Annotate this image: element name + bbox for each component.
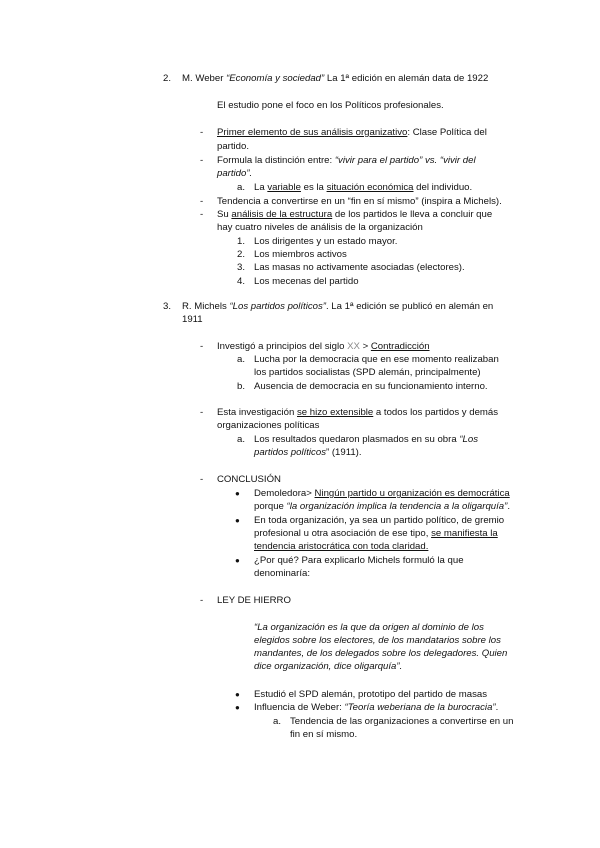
distinction-text: Formula la distinción entre:	[217, 155, 335, 166]
michels-extension	[217, 406, 498, 419]
weber-book-title: “Economía y sociedad”	[226, 73, 325, 84]
quote-line: “La organización es la que da origen al dominio de los	[254, 622, 484, 633]
weber-number: 2.	[163, 73, 172, 84]
work-title-end: partidos políticos	[254, 447, 326, 458]
bullet: ●	[235, 703, 240, 712]
dash: -	[200, 407, 204, 418]
century: XX	[347, 341, 360, 352]
variable-word: variable	[267, 182, 301, 193]
marker: b.	[237, 381, 246, 392]
conclusion-why: ¿Por qué? Para explicarlo Michels formuló la que	[254, 555, 464, 566]
weber-variable	[254, 181, 472, 194]
weber-first-element	[217, 126, 487, 139]
conclusion-heading: CONCLUSIÓN	[217, 474, 281, 485]
michels-author: R. Michels	[182, 301, 230, 312]
t: a todos los partidos y demás	[373, 407, 499, 418]
marker: a.	[273, 716, 282, 727]
t: Su	[217, 209, 232, 220]
spd-study: Estudió el SPD alemán, prototipo del partido de masas	[254, 689, 488, 700]
conclusion-every-org-cont2: tendencia aristocrática con toda claridad.	[254, 541, 429, 552]
t: Demoledora>	[254, 488, 315, 499]
oligarchy-quote: “la organización implica la tendencia a la oligarquía”	[286, 501, 508, 512]
marker: a.	[237, 354, 246, 365]
level-item: Los miembros activos	[254, 249, 347, 260]
weber-structure-cont: hay cuatro niveles de análisis de la organización	[217, 222, 423, 233]
conclusion-every-org-cont	[254, 527, 498, 540]
level-item: Las masas no activamente asociadas (electores).	[254, 262, 465, 273]
conclusion-every-org: En toda organización, ya sea un partido político, de gremio	[254, 515, 505, 526]
bureaucracy-theory: “Teoría weberiana de la burocracia”	[344, 702, 496, 713]
t: profesional u otra asociación de ese tipo,	[254, 528, 432, 539]
weber-intro: El estudio pone el foco en los Políticos profesionales.	[217, 100, 444, 111]
weber-distinction-cont: partido”.	[217, 168, 253, 179]
weber-tendency: Tendencia a convertirse en un “fin en sí mismo” (inspira a Michels).	[217, 196, 502, 207]
t: ” (1911).	[326, 447, 362, 458]
t: porque	[254, 501, 287, 512]
contradiction: Contradicción	[370, 341, 430, 352]
t: .	[507, 501, 511, 512]
level-marker: 1.	[237, 236, 246, 247]
quote-line: elegidos sobre los electores, de los mandatarios sobre los	[254, 635, 501, 646]
michels-investigation	[217, 340, 430, 353]
quote-line: mandantes, de los delegados sobre los delegadores. Quien	[254, 648, 508, 659]
weber-author: M. Weber	[182, 73, 227, 84]
structure-analysis: análisis de la estructura	[231, 209, 333, 220]
first-element-underlined: Primer elemento de sus análisis organizativo	[217, 127, 408, 138]
conclusion-why-cont: denominaría:	[254, 568, 310, 579]
marker: a.	[237, 434, 246, 445]
org-tendency-cont: fin en sí mismo.	[290, 729, 358, 740]
iron-law-heading: LEY DE HIERRO	[217, 595, 291, 606]
first-element-rest: : Clase Política del	[407, 127, 487, 138]
level-marker: 3.	[237, 262, 246, 273]
weber-heading	[182, 72, 488, 85]
marker: a.	[237, 182, 246, 193]
bullet: ●	[235, 690, 240, 699]
weber-first-element-cont: partido.	[217, 141, 249, 152]
level-marker: 2.	[237, 249, 246, 260]
weber-distinction	[217, 154, 476, 167]
work-title-start: “Los	[459, 434, 479, 445]
bullet: ●	[235, 516, 240, 525]
quote-line: dice organización, dice oligarquía”.	[254, 661, 403, 672]
dash: -	[200, 155, 204, 166]
michels-heading-cont: 1911	[182, 314, 203, 325]
manifests: se manifiesta la	[431, 528, 498, 539]
distinction-quote: “vivir para el partido” vs. “vivir del	[334, 155, 476, 166]
no-party-democratic: Ningún partido u organización es democrática	[314, 488, 510, 499]
t: de los partidos le lleva a concluir que	[332, 209, 493, 220]
bullet: ●	[235, 489, 240, 498]
level-marker: 4.	[237, 276, 246, 287]
michels-results-cont	[254, 446, 362, 459]
michels-number: 3.	[163, 301, 172, 312]
dash: -	[200, 474, 204, 485]
t: Los resultados quedaron plasmados en su obra	[254, 434, 460, 445]
t: >	[359, 341, 371, 352]
michels-results	[254, 433, 478, 446]
michels-struggle: Lucha por la democracia que en ese momento realizaban	[254, 354, 499, 365]
bullet: ●	[235, 556, 240, 565]
weber-structure	[217, 208, 492, 221]
t: La	[254, 182, 268, 193]
t: del individuo.	[413, 182, 473, 193]
dash: -	[200, 209, 204, 220]
weber-edition: La 1ª edición en alemán data de 1922	[324, 73, 489, 84]
michels-heading	[182, 300, 493, 313]
conclusion-demolishing-cont	[254, 500, 510, 513]
t: Esta investigación	[217, 407, 297, 418]
extended: se hizo extensible	[297, 407, 374, 418]
org-tendency: Tendencia de las organizaciones a convertirse en un	[290, 716, 514, 727]
michels-book-title: “Los partidos políticos”	[229, 301, 326, 312]
economic-situation: situación económica	[326, 182, 414, 193]
conclusion-demolishing	[254, 487, 510, 500]
weber-influence	[254, 701, 498, 714]
michels-struggle-cont: los partidos socialistas (SPD alemán, principalmente)	[254, 367, 481, 378]
t: es la	[300, 182, 327, 193]
dash: -	[200, 196, 204, 207]
t: .	[495, 702, 499, 713]
t: Investigó a principios del siglo	[217, 341, 348, 352]
michels-absence: Ausencia de democracia en su funcionamiento interno.	[254, 381, 488, 392]
level-item: Los mecenas del partido	[254, 276, 359, 287]
dash: -	[200, 595, 204, 606]
t: Influencia de Weber:	[254, 702, 345, 713]
michels-edition: . La 1ª edición se publicó en alemán en	[325, 301, 494, 312]
dash: -	[200, 127, 204, 138]
level-item: Los dirigentes y un estado mayor.	[254, 236, 398, 247]
dash: -	[200, 341, 204, 352]
michels-extension-cont: organizaciones políticas	[217, 420, 320, 431]
